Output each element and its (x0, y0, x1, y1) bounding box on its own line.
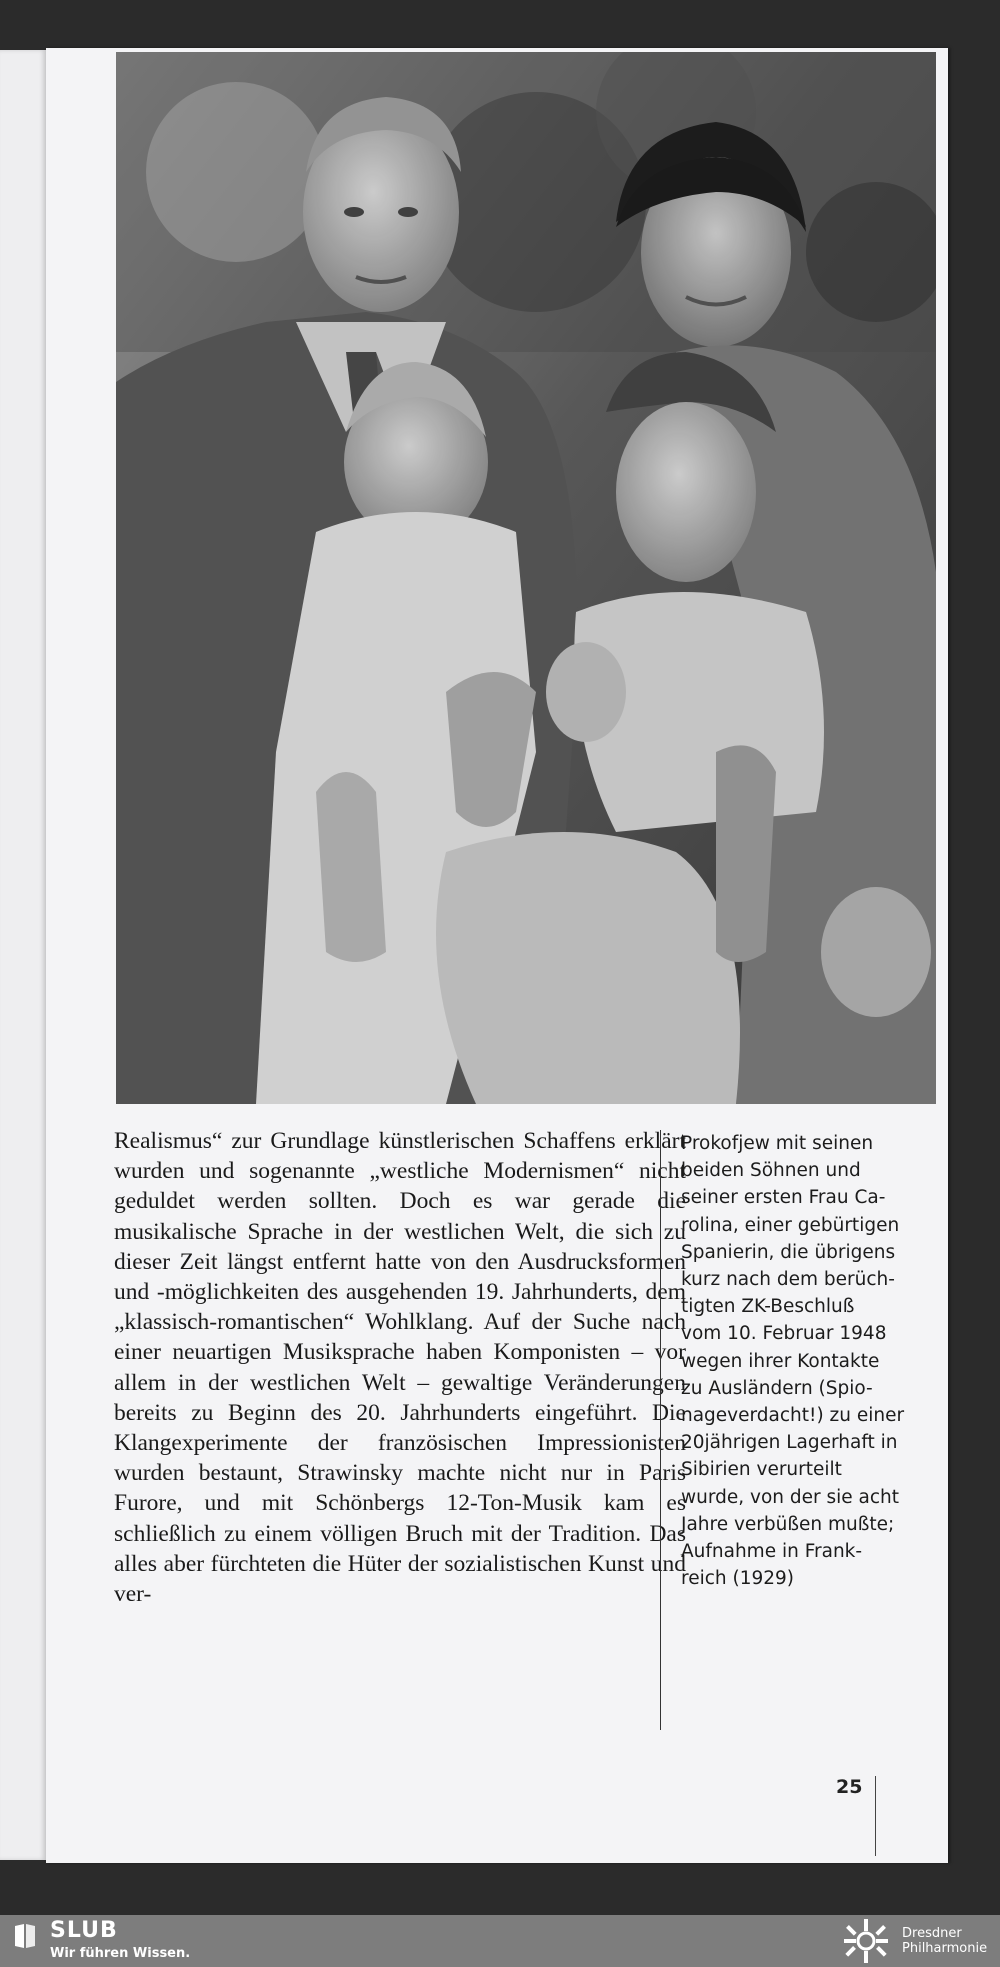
book-icon (14, 1923, 36, 1949)
photo-caption (660, 1130, 911, 1730)
philharmonie-logo-icon (838, 1918, 894, 1964)
family-photograph (116, 52, 936, 1104)
article-paragraph: Realismus“ zur Grundlage künstlerischen Schaffens erklärt wurden und sogenannte „westliche Modernismen“ nicht geduldet werden sollten. Doch es war gerade die musikalische Sprache in der westlichen Welt, die sich zu dieser Zeit längst entfernt hatte von den Ausdrucksformen und -möglichkeiten des ausgehenden 19. Jahrhunderts, dem „klassisch-romantischen“ Wohlklang. Auf der Suche nach einer neuartigen Musiksprache haben Komponisten – vor allem in der westlichen Welt – gewaltige Veränderungen bereits zu Beginn des 20. Jahrhunderts eingeführt. Die Klangexperimente der französischen Impressionisten wurden bestaunt, Strawinsky machte nicht nur in Paris Furore, und mit Schönbergs 12-Ton-Musik kam es schließlich zu einem völligen Bruch mit der Tradition. Das alles aber fürchteten die Hüter der sozialistischen Kunst und ver- (114, 1128, 686, 1608)
page-number-rule (875, 1776, 876, 1856)
library-name: SLUB (50, 1918, 118, 1943)
document-page (46, 48, 948, 1863)
partner-name: Dresdner Philharmonie (902, 1926, 988, 1956)
facing-page-edge (0, 50, 46, 1860)
library-tagline: Wir führen Wissen. (50, 1946, 191, 1961)
caption-text: Prokofjew mit seinen beiden Söhnen und seiner ersten Frau Ca- rolina, einer gebürtigen Spanierin, die übrigens kurz nach dem berüch- tigten ZK-Beschluß vom 10. Februar 1948 wegen ihrer Kontakte zu Ausländern (Spio- nageverdacht!) zu einer 20jährigen Lagerhaft in Sibirien verurteilt wurde, von der sie acht Jahre verbüßen mußte; Aufnahme in Frank- reich (1929) (681, 1133, 905, 1590)
article-body (114, 1126, 686, 1609)
footer-bar (0, 1915, 1000, 1967)
page-number: 25 (836, 1776, 863, 1798)
